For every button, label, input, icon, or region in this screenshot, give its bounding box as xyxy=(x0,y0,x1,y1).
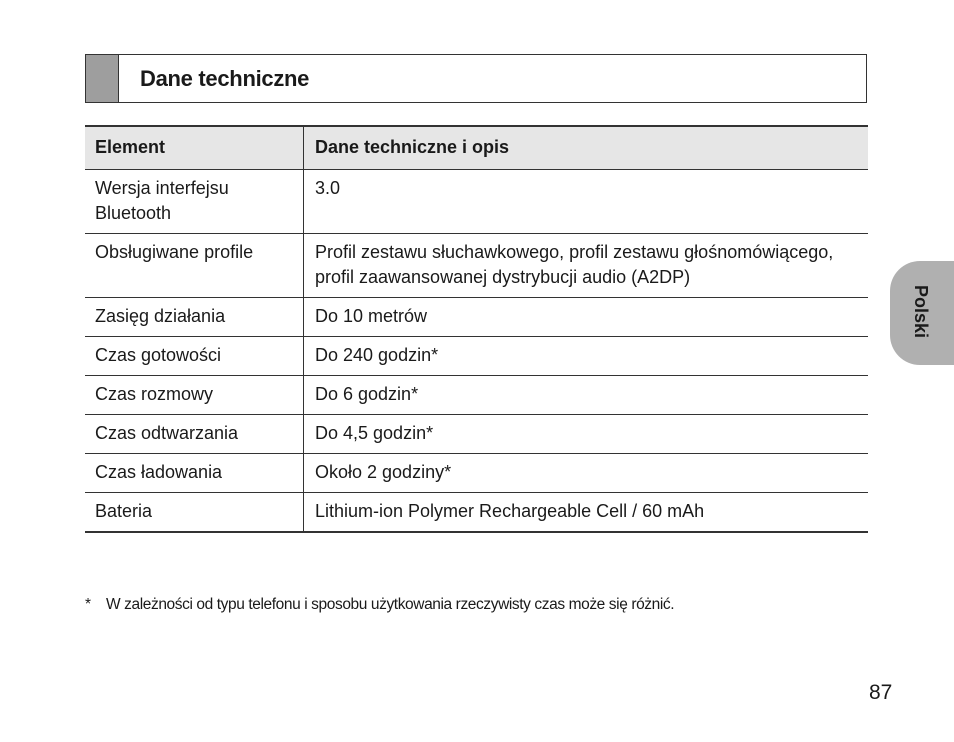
row-element-cell: Czas gotowości xyxy=(85,337,304,376)
table-row xyxy=(85,337,868,376)
row-value-cell: Do 4,5 godzin* xyxy=(304,415,869,454)
language-tab-label: Polski xyxy=(911,285,931,339)
row-value-cell: Do 10 metrów xyxy=(304,298,869,337)
column-header-element: Element xyxy=(85,126,304,170)
footnote-text: W zależności od typu telefonu i sposobu użytkowania rzeczywisty czas może się różnić. xyxy=(106,596,675,613)
table-row xyxy=(85,493,868,533)
table-row xyxy=(85,234,868,298)
row-element-cell: Bateria xyxy=(85,493,304,533)
table-row xyxy=(85,376,868,415)
table-row xyxy=(85,170,868,234)
row-element-cell: Czas rozmowy xyxy=(85,376,304,415)
footnote-mark: * xyxy=(85,596,91,613)
table-row xyxy=(85,415,868,454)
row-element-cell: Zasięg działania xyxy=(85,298,304,337)
section-header xyxy=(85,54,867,103)
column-header-description: Dane techniczne i opis xyxy=(304,126,869,170)
table-header-row xyxy=(85,126,868,170)
row-value-cell: Lithium-ion Polymer Rechargeable Cell / 60 mAh xyxy=(304,493,869,533)
page-number: 87 xyxy=(869,681,893,704)
header-accent-block xyxy=(86,55,119,102)
row-value-cell: Do 6 godzin* xyxy=(304,376,869,415)
spec-table xyxy=(85,125,868,533)
row-value-cell: Profil zestawu słuchawkowego, profil zestawu głośnomówiącego, profil zaawansowanej dystrybucji audio (A2DP) xyxy=(304,234,869,298)
table-row xyxy=(85,298,868,337)
row-value-cell: Do 240 godzin* xyxy=(304,337,869,376)
table-row xyxy=(85,454,868,493)
row-element-cell: Wersja interfejsu Bluetooth xyxy=(85,170,304,234)
row-value-cell: 3.0 xyxy=(304,170,869,234)
row-element-cell: Czas ładowania xyxy=(85,454,304,493)
footnote xyxy=(85,596,674,614)
page-title: Dane techniczne xyxy=(140,65,310,91)
row-value-cell: Około 2 godziny* xyxy=(304,454,869,493)
row-element-cell: Obsługiwane profile xyxy=(85,234,304,298)
row-element-cell: Czas odtwarzania xyxy=(85,415,304,454)
